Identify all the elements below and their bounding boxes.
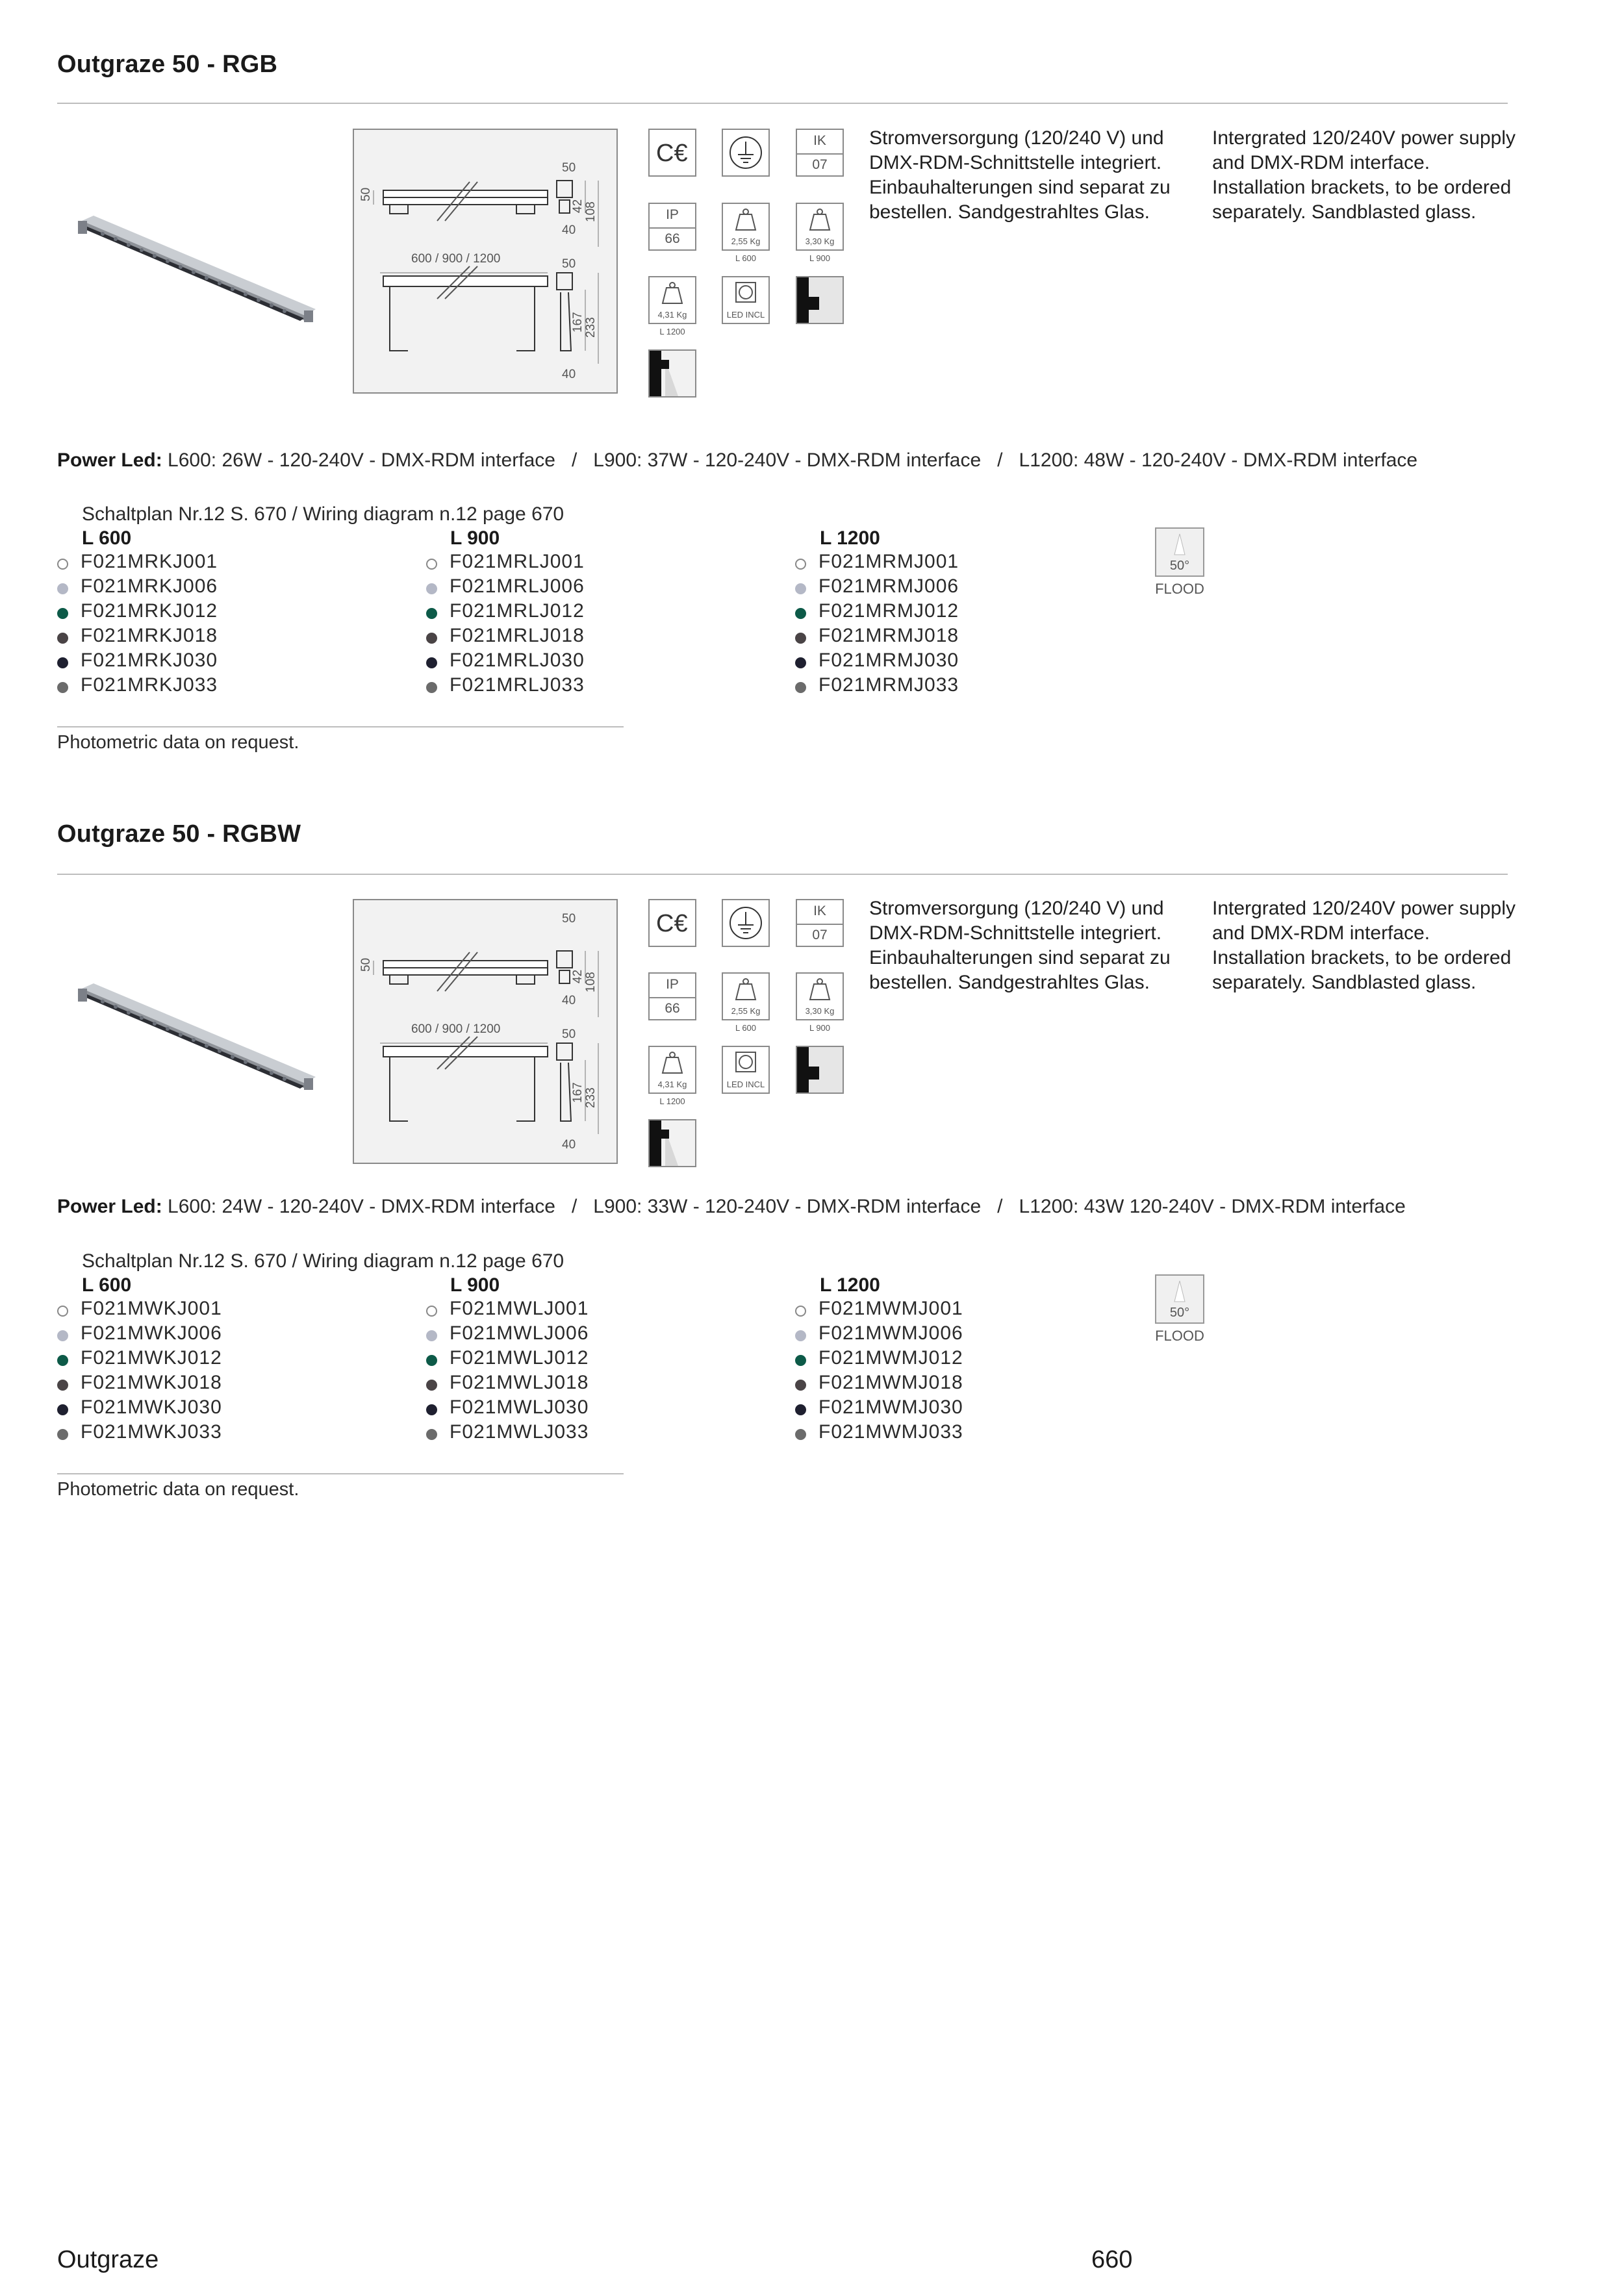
product-code: F021MWKJ033	[81, 1421, 222, 1443]
dim-40-top: 40	[562, 994, 576, 1007]
dim-108: 108	[584, 201, 598, 222]
finish-color-swatch	[426, 682, 437, 693]
product-code: F021MRLJ012	[450, 600, 585, 622]
flood-beam-icon: 50°	[1155, 1274, 1204, 1324]
weight-icon: 3,30 Kg	[796, 203, 844, 251]
product-code: F021MRLJ006	[450, 575, 585, 597]
finish-color-swatch	[57, 559, 68, 570]
product-code: F021MWKJ018	[81, 1372, 222, 1393]
dim-50-top: 50	[562, 161, 576, 175]
finish-color-swatch	[57, 1380, 68, 1391]
weight-icon: 4,31 Kg	[648, 276, 696, 324]
finish-color-swatch	[57, 1355, 68, 1366]
product-code: F021MRMJ018	[818, 625, 959, 646]
finish-color-swatch	[426, 1429, 437, 1440]
finish-color-swatch	[795, 559, 806, 570]
product-code: F021MRLJ001	[450, 551, 585, 572]
product-code: F021MWLJ012	[450, 1347, 589, 1369]
finish-color-swatch	[57, 633, 68, 644]
dim-40-bottom: 40	[562, 1138, 576, 1152]
product-code: F021MWMJ006	[818, 1322, 963, 1344]
finish-color-swatch	[795, 608, 806, 619]
product-code: F021MRKJ001	[81, 551, 218, 572]
finish-color-swatch	[426, 559, 437, 570]
weight-sub-label: L 1200	[659, 1096, 685, 1106]
product-code: F021MWLJ018	[450, 1372, 589, 1393]
footer-product-family: Outgraze	[57, 2246, 159, 2273]
wiring-reference: Schaltplan Nr.12 S. 670 / Wiring diagram n.12 page 670	[82, 1250, 565, 1272]
product-code: F021MWLJ001	[450, 1298, 589, 1319]
grazing-light-icon	[648, 349, 696, 398]
product-code: F021MRKJ006	[81, 575, 218, 597]
finish-color-swatch	[795, 682, 806, 693]
ip-rating-icon: IP 66	[648, 203, 696, 251]
dim-50-lower: 50	[562, 257, 576, 271]
flood-beam-icon: 50°	[1155, 527, 1204, 577]
ik-rating-icon: IK 07	[796, 899, 844, 947]
finish-color-swatch	[795, 1404, 806, 1415]
finish-color-swatch	[426, 1330, 437, 1341]
product-code: F021MWKJ030	[81, 1396, 222, 1418]
column-underline	[57, 726, 624, 727]
flood-beam-label: FLOOD	[1155, 581, 1204, 597]
wall-mount-icon	[796, 276, 844, 324]
description-german: Stromversorgung (120/240 V) und DMX-RDM-Schnittstelle integriert. Einbauhalterungen sind separat zu bestellen. Sandgestrahltes Glas.	[869, 127, 1171, 223]
weight-sub-label: L 900	[809, 1023, 831, 1033]
section-title: Outgraze 50 - RGBW	[57, 820, 301, 848]
column-header-l900: L 900	[450, 527, 500, 549]
product-code: F021MRMJ030	[818, 650, 959, 671]
dim-40-top: 40	[562, 223, 576, 237]
product-code: F021MWLJ006	[450, 1322, 589, 1344]
weight-icon: 4,31 Kg	[648, 1046, 696, 1094]
product-code: F021MRMJ012	[818, 600, 959, 622]
product-code: F021MRKJ033	[81, 674, 218, 696]
led-included-icon: LED INCL	[722, 1046, 770, 1094]
ip-rating-icon: IP 66	[648, 972, 696, 1020]
weight-icon: 2,55 Kg	[722, 972, 770, 1020]
dim-42: 42	[571, 969, 585, 983]
product-code: F021MRMJ033	[818, 674, 959, 696]
product-code: F021MRKJ012	[81, 600, 218, 622]
column-header-l600: L 600	[82, 527, 132, 549]
description-german: Stromversorgung (120/240 V) und DMX-RDM-Schnittstelle integriert. Einbauhalterungen sind separat zu bestellen. Sandgestrahltes Glas.	[869, 898, 1171, 993]
finish-color-swatch	[795, 657, 806, 668]
finish-color-swatch	[57, 1306, 68, 1317]
technical-drawing	[353, 899, 618, 1164]
product-code: F021MWMJ012	[818, 1347, 963, 1369]
finish-color-swatch	[426, 583, 437, 594]
svg-text:C€: C€	[656, 910, 688, 937]
dim-108: 108	[584, 972, 598, 992]
product-code: F021MWKJ001	[81, 1298, 222, 1319]
dim-167: 167	[571, 312, 585, 333]
product-code: F021MRLJ030	[450, 650, 585, 671]
product-code: F021MWMJ030	[818, 1396, 963, 1418]
wiring-reference: Schaltplan Nr.12 S. 670 / Wiring diagram n.12 page 670	[82, 503, 565, 525]
finish-color-swatch	[57, 583, 68, 594]
finish-color-swatch	[57, 657, 68, 668]
finish-color-swatch	[426, 657, 437, 668]
finish-color-swatch	[426, 1380, 437, 1391]
column-header-l900: L 900	[450, 1274, 500, 1296]
photometric-note: Photometric data on request.	[57, 1479, 299, 1500]
finish-color-swatch	[795, 1330, 806, 1341]
dim-50-side: 50	[359, 957, 373, 972]
column-underline	[57, 1473, 624, 1474]
ce-mark-icon	[648, 899, 696, 947]
description-english: Intergrated 120/240V power supply and DMX-RDM interface. Installation brackets, to be ordered separately. Sandblasted glass.	[1212, 127, 1516, 223]
finish-color-swatch	[57, 1429, 68, 1440]
product-code: F021MRMJ006	[818, 575, 959, 597]
finish-color-swatch	[795, 1380, 806, 1391]
product-code: F021MRLJ018	[450, 625, 585, 646]
finish-color-swatch	[57, 1404, 68, 1415]
dim-167: 167	[571, 1082, 585, 1103]
section-divider	[57, 874, 1508, 875]
weight-icon: 2,55 Kg	[722, 203, 770, 251]
finish-color-swatch	[426, 1355, 437, 1366]
dim-length: 600 / 900 / 1200	[411, 1022, 501, 1036]
power-led-line: Power Led: L600: 26W - 120-240V - DMX-RDM interface / L900: 37W - 120-240V - DMX-RDM interface / L1200: 48W - 120-240V - DMX-RDM interface	[57, 449, 1418, 471]
finish-color-swatch	[795, 1355, 806, 1366]
grazing-light-icon	[648, 1119, 696, 1167]
wall-mount-icon	[796, 1046, 844, 1094]
finish-color-swatch	[795, 1429, 806, 1440]
dim-233: 233	[584, 1087, 598, 1108]
svg-text:C€: C€	[656, 140, 688, 167]
technical-drawing	[353, 129, 618, 394]
earth-ground-icon	[722, 899, 770, 947]
product-image	[77, 974, 324, 1091]
photometric-note: Photometric data on request.	[57, 732, 299, 753]
section-title: Outgraze 50 - RGB	[57, 51, 278, 78]
finish-color-swatch	[57, 682, 68, 693]
page-number: 660	[1091, 2246, 1133, 2273]
dim-50-top: 50	[562, 912, 576, 926]
product-code: F021MRKJ018	[81, 625, 218, 646]
finish-color-swatch	[57, 608, 68, 619]
dim-50-lower: 50	[562, 1028, 576, 1041]
product-code: F021MRLJ033	[450, 674, 585, 696]
led-included-icon: LED INCL	[722, 276, 770, 324]
product-code: F021MRMJ001	[818, 551, 959, 572]
product-code: F021MWKJ012	[81, 1347, 222, 1369]
flood-beam-label: FLOOD	[1155, 1328, 1204, 1344]
finish-color-swatch	[795, 1306, 806, 1317]
product-code: F021MWKJ006	[81, 1322, 222, 1344]
product-code: F021MWLJ033	[450, 1421, 589, 1443]
finish-color-swatch	[57, 1330, 68, 1341]
finish-color-swatch	[795, 633, 806, 644]
product-code: F021MWMJ001	[818, 1298, 963, 1319]
product-code: F021MRKJ030	[81, 650, 218, 671]
weight-sub-label: L 600	[735, 253, 757, 263]
column-header-l1200: L 1200	[820, 527, 880, 549]
earth-ground-icon	[722, 129, 770, 177]
weight-icon: 3,30 Kg	[796, 972, 844, 1020]
description-english: Intergrated 120/240V power supply and DMX-RDM interface. Installation brackets, to be ordered separately. Sandblasted glass.	[1212, 898, 1516, 993]
product-code: F021MWMJ033	[818, 1421, 963, 1443]
section-divider	[57, 103, 1508, 104]
column-header-l600: L 600	[82, 1274, 132, 1296]
power-led-line: Power Led: L600: 24W - 120-240V - DMX-RDM interface / L900: 33W - 120-240V - DMX-RDM interface / L1200: 43W 120-240V - DMX-RDM interface	[57, 1196, 1406, 1217]
finish-color-swatch	[426, 1306, 437, 1317]
dim-40-bottom: 40	[562, 368, 576, 381]
product-code: F021MWMJ018	[818, 1372, 963, 1393]
dim-length: 600 / 900 / 1200	[411, 252, 501, 266]
dim-50-side: 50	[359, 187, 373, 201]
weight-sub-label: L 1200	[659, 327, 685, 336]
weight-sub-label: L 600	[735, 1023, 757, 1033]
product-code: F021MWLJ030	[450, 1396, 589, 1418]
finish-color-swatch	[426, 608, 437, 619]
dim-233: 233	[584, 317, 598, 338]
weight-sub-label: L 900	[809, 253, 831, 263]
column-header-l1200: L 1200	[820, 1274, 880, 1296]
ce-mark-icon	[648, 129, 696, 177]
dim-42: 42	[571, 199, 585, 213]
finish-color-swatch	[426, 633, 437, 644]
finish-color-swatch	[426, 1404, 437, 1415]
finish-color-swatch	[795, 583, 806, 594]
ik-rating-icon: IK 07	[796, 129, 844, 177]
product-image	[77, 207, 324, 323]
